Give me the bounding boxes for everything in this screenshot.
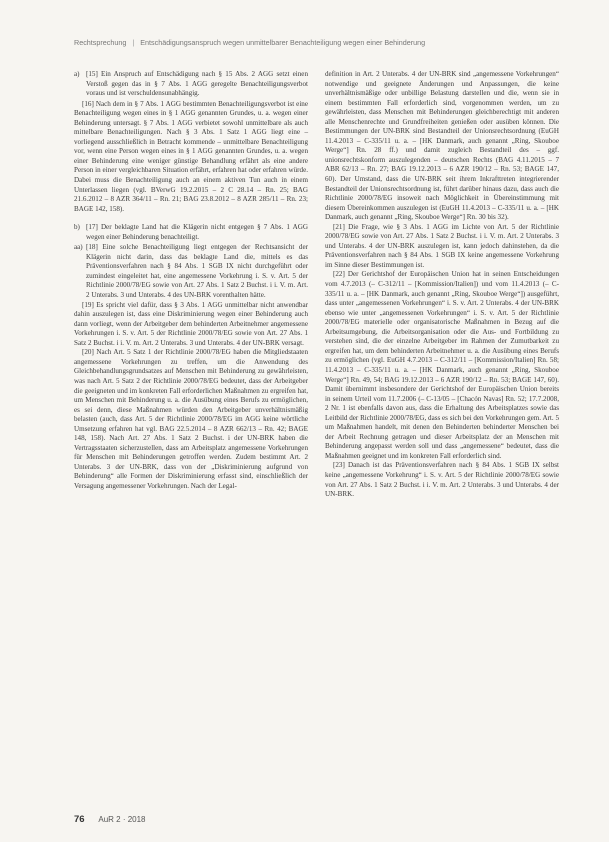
running-header: [74, 38, 554, 47]
paragraph-22: [22] Der Gerichtshof der Europäischen Union hat in seinen Entscheidungen vom 4.7.2013 (– C-312/11 – [Kommission/Italien]) und vom 11.4.2013 (– C-335/11 u. a. – [HK Danmark, auch genannt „Ring, Skouboe Werge“]) ausgeführt, dass unter „angemessenen Vorkehrungen“ i. S. v. Art. 2 Unterabs. 4 der UN-BRK ebenso wie unter „angemessenen Vorkehrungen“ i. S. v. Art. 5 der Richtlinie 2000/78/EG materielle oder organisatorische Maßnahmen in Bezug auf die Arbeitsumgebung, die Arbeitsorganisation oder die Aus- und Fortbildung zu verstehen sind, die der einzelne Arbeitgeber im Rahmen der Zumutbarkeit zu ergreifen hat, um dem behinderten Arbeitnehmer u. a. die Ausübung eines Berufs zu ermöglichen (vgl. EuGH 4.7.2013 – C-312/11 – [Kommission/Italien] Rn. 58; 11.4.2013 – C-335/11 u. a. – [HK Danmark, auch genannt „Ring, Skouboe Werge“] Rn. 49, 54; BAG 19.12.2013 – 6 AZR 190/12 – Rn. 53; BAGE 147, 60). Damit übernimmt insbesondere der Gerichtshof der Europäischen Union bereits in seinem Urteil vom 11.7.2006 (– C-13/05 – [Chacón Navas] Rn. 52; 17.7.2008, 2 Nr. 1 ist ebenfalls davon aus, dass die Erhaltung des Arbeitsplatzes sowie das Leitbild der Richtlinie 2000/78/EG, dass es sich bei den Vorkehrungen gem. Art. 5 um Maßnahmen handelt, mit denen den Behinderten behinderter Menschen bei der Arbeit Rechnung getragen und dieser Arbeitsplatz der an Menschen mit Behinderung angepasst werden soll und dass „angemessene“ bedeutet, dass die Maßnahmen geeignet und im konkreten Fall erforderlich sind.: [325, 270, 559, 460]
paragraph-20-continued: definition in Art. 2 Unterabs. 4 der UN-BRK sind „angemessene Vorkehrungen“ notwendige und geeignete Änderungen und Anpassungen, die keine unverhältnismäßige oder unbillige Belastung darstellen und die, wenn sie in einem bestimmten Fall erforderlich sind, vorgenommen werden, um zu gewährleisten, dass Menschen mit Behinderungen gleichberechtigt mit anderen alle Menschenrechte und Grundfreiheiten genießen oder ausüben können. Die Bestimmungen der UN-BRK sind Bestandteil der Unionsrechtsordnung (EuGH 11.4.2013 – C-335/11 u. a. – [HK Danmark, auch genannt „Ring, Skouboe Werge“] Rn. 28 ff.) und damit zugleich Bestandteil des – ggf. unionsrechtskonform auszulegenden – deutschen Rechts (BAG 4.11.2015 – 7 ABR 62/13 – Rn. 27; BAG 19.12.2013 – 6 AZR 190/12 – Rn. 53; BAGE 147, 60). Der Umstand, dass die UN-BRK seit ihrem Inkrafttreten integrierender Bestandteil der Unionsrechtsordnung ist, führt darüber hinaus dazu, dass auch die Richtlinie 2000/78/EG insoweit nach Möglichkeit in Übereinstimmung mit diesem Übereinkommen auszulegen ist (EuGH 11.4.2013 – C-335/11 u. a. – [HK Danmark, auch genannt „Ring, Skouboe Werge“] Rn. 30 bis 32).: [325, 70, 559, 222]
paragraph-23: [23] Danach ist das Präventionsverfahren nach § 84 Abs. 1 SGB IX selbst keine „angemessene Vorkehrung“ i. S. v. Art. 5 der Richtlinie 2000/78/EG sowie von Art. 27 Abs. 1 Satz 2 Buchst. i i. V. m. Art. 2 Unterabs. 3 und Unterabs. 4 der UN-BRK.: [325, 461, 559, 499]
left-column: [74, 70, 308, 492]
subsection-marker: aa): [74, 243, 83, 252]
journal-issue: AuR 2 · 2018: [98, 815, 146, 824]
header-separator: |: [132, 38, 135, 47]
paragraph-19: [19] Es spricht viel dafür, dass § 3 Abs. 1 AGG unmittelbar nicht anwendbar dahin auszulegen ist, dass eine Diskriminierung wegen einer Behinderung auch dann vorliegt, wenn der Arbeitgeber dem behinderten Arbeitnehmer angemessene Vorkehrungen i. S. v. Art. 5 der Richtlinie 2000/78/EG sowie von Art. 27 Abs. 1 Satz 2 Buchst. i i. V. m. Art. 2 Unterabs. 3 und Unterabs. 4 der UN-BRK versagt.: [74, 300, 308, 347]
section-marker: b): [74, 223, 80, 232]
page-number: 76: [74, 814, 85, 825]
section-text: [15] Ein Anspruch auf Entschädigung nach § 15 Abs. 2 AGG setzt einen Verstoß gegen das in § 7 Abs. 1 AGG geregelte Benachteiligungsverbot voraus und ist verschuldensunabhängig.: [86, 70, 308, 98]
spacer: [74, 214, 308, 223]
paragraph-16: [16] Nach dem in § 7 Abs. 1 AGG bestimmten Benachteiligungsverbot ist eine Benachteiligung wegen eines in § 1 AGG genannten Grundes, u. a. wegen einer Behinderung untersagt. § 7 Abs. 1 AGG verbietet sowohl unmittelbare als auch mittelbare Benachteiligungen. Nach § 3 Abs. 1 Satz 1 AGG liegt eine – vorliegend ausschließlich in Betracht kommende – unmittelbare Benachteiligung vor, wenn eine Person wegen eines in § 1 AGG genannten Grundes, u. a. wegen einer Behinderung eine weniger günstige Behandlung erfährt als eine andere Person in einer vergleichbaren Situation erfährt, erfahren hat oder erfahren würde. Dabei muss die Benachteiligung auch an einem aktiven Tun auch in einem Unterlassen liegen (vgl. BVerwG 19.2.2015 – 2 C 28.14 – Rn. 25; BAG 21.6.2012 – 8 AZR 364/11 – Rn. 21; BAG 23.8.2012 – 8 AZR 285/11 – Rn. 23; BAGE 142, 158).: [74, 99, 308, 213]
section-marker: a): [74, 70, 80, 78]
section-a: [74, 70, 308, 99]
page-footer: [74, 814, 554, 825]
subsection-aa: [74, 243, 308, 300]
paragraph-20: [20] Nach Art. 5 Satz 1 der Richtlinie 2000/78/EG haben die Mitgliedstaaten angemessene Vorkehrungen zu treffen, um die Anwendung des Gleichbehandlungsgrundsatzes auf Menschen mit Behinderung zu gewährleisten, was nach Art. 5 Satz 2 der Richtlinie 2000/78/EG bedeutet, dass der Arbeitgeber die geeigneten und im konkreten Fall erforderlichen Maßnahmen zu ergreifen hat, um Menschen mit Behinderung u. a. die Ausübung eines Berufs zu ermöglichen, es sei denn, diese Maßnahmen würden den Arbeitgeber unverhältnismäßig belasten (auch, dass Art. 5 der Richtlinie 2000/78/EG im AGG keine wörtliche Umsetzung erfahren hat vgl. BAG 22.5.2014 – 8 AZR 662/13 – Rn. 42; BAGE 148, 158). Nach Art. 27 Abs. 1 Satz 2 Buchst. i der UN-BRK haben die Vertragsstaaten sicherzustellen, dass am Arbeitsplatz angemessene Vorkehrungen für Menschen mit Behinderungen getroffen werden. Zudem bestimmt Art. 2 Unterabs. 3 der UN-BRK, dass von der „Diskriminierung aufgrund von Behinderung“ alle Formen der Diskriminierung erfasst sind, einschließlich der Versagung angemessener Vorkehrungen. Nach der Legal-: [74, 348, 308, 490]
section-text: [17] Der beklagte Land hat die Klägerin nicht entgegen § 7 Abs. 1 AGG wegen einer Behinderung benachteiligt.: [86, 223, 308, 241]
right-column: [325, 70, 559, 500]
article-title: Entschädigungsanspruch wegen unmittelbarer Benachteiligung wegen einer Behinderung: [140, 38, 426, 47]
paragraph-21: [21] Die Frage, wie § 3 Abs. 1 AGG im Lichte von Art. 5 der Richtlinie 2000/78/EG sowie von Art. 27 Abs. 1 Satz 2 Buchst. i i. V. m. Art. 2 Unterabs. 3 und Unterabs. 4 der UN-BRK auszulegen ist, kann jedoch dahinstehen, da die Präventionsverfahren nach § 84 Abs. 1 SGB IX keine angemessene Vorkehrung im Sinne dieser Bestimmungen ist.: [325, 222, 559, 269]
subsection-text: [18] Eine solche Benachteiligung liegt entgegen der Rechtsansicht der Klägerin nicht darin, dass das beklagte Land die, mittels es das Präventionsverfahren nach § 84 Abs. 1 SGB IX nicht durchgeführt oder zumindest eingeleitet hat, eine angemessene Vorkehrung i. S. v. Art. 5 der Richtlinie 2000/78/EG sowie von Art. 27 Abs. 1 Satz 2 Buchst. i i. V. m. Art. 2 Unterabs. 3 und Unterabs. 4 des UN-BRK vorenthalten hätte.: [86, 243, 308, 300]
journal-section: Rechtsprechung: [74, 38, 127, 47]
section-b: [74, 223, 308, 242]
